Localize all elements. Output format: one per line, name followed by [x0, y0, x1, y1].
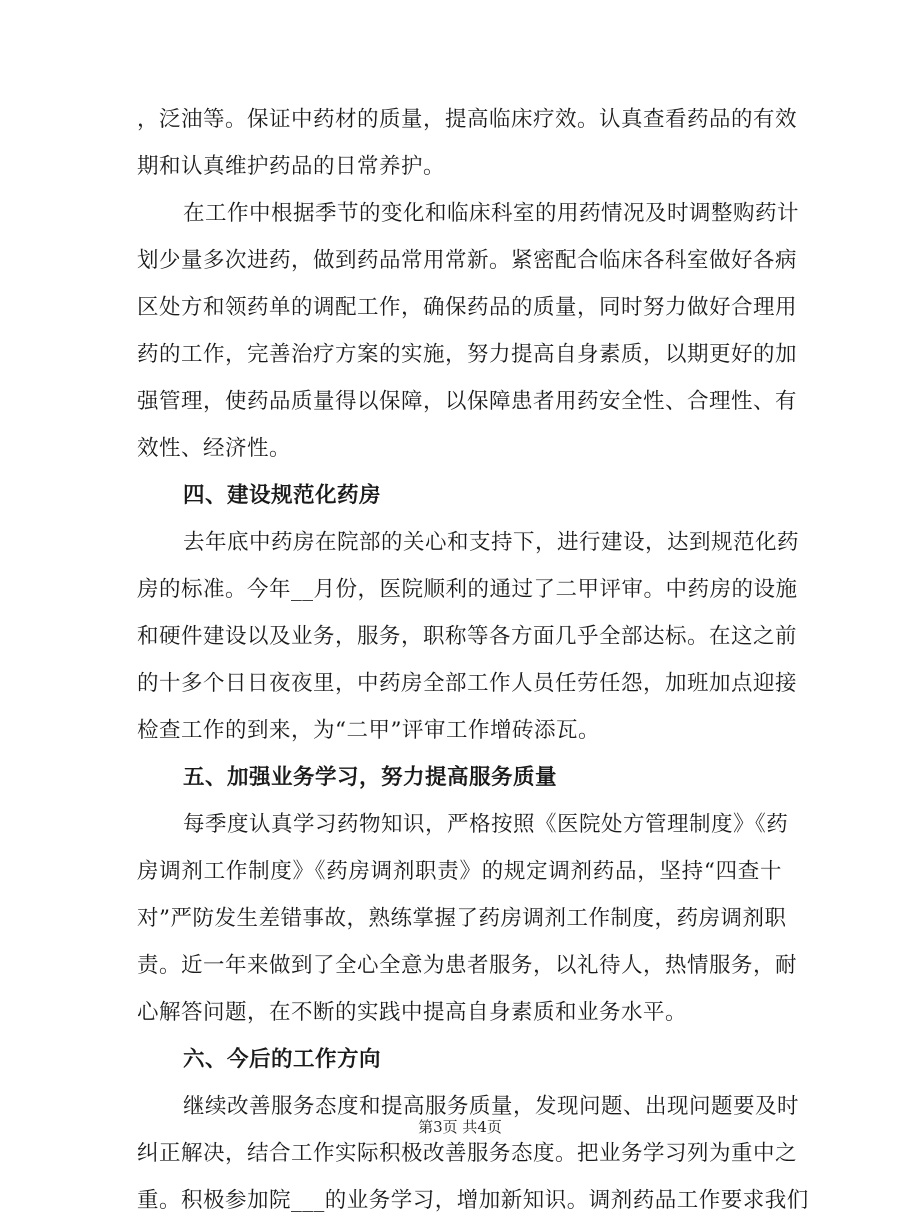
section-heading-4: 四、建设规范化药房: [183, 483, 382, 508]
text-line: 每季度认真学习药物知识，严格按照《医院处方管理制度》《药: [183, 812, 789, 837]
text-line: 纠正解决，结合工作实际积极改善服务态度。把业务学习列为重中之: [137, 1141, 798, 1166]
text-line: 的十多个日日夜夜里，中药房全部工作人员任劳任怨，加班加点迎接: [137, 671, 798, 696]
text-line: 对”严防发生差错事故，熟练掌握了药房调剂工作制度，药房调剂职: [137, 906, 787, 931]
text-line: 和硬件建设以及业务，服务，职称等各方面几乎全部达标。在这之前: [137, 624, 798, 649]
text-line: 重。积极参加院___的业务学习，增加新知识。调剂药品工作要求我们: [137, 1188, 809, 1213]
text-line: 检查工作的到来，为“二甲”评审工作增砖添瓦。: [137, 718, 600, 743]
text-line: 药的工作，完善治疗方案的实施，努力提高自身素质，以期更好的加: [137, 342, 798, 367]
text-line: 责。近一年来做到了全心全意为患者服务，以礼待人，热情服务，耐: [137, 953, 798, 978]
paragraph-5: [137, 1083, 809, 1224]
section-heading-6: 六、今后的工作方向: [183, 1047, 382, 1072]
paragraph-3: [137, 519, 800, 754]
text-line: 划少量多次进药，做到药品常用常新。紧密配合临床各科室做好各病: [137, 248, 798, 273]
text-line: ，泛油等。保证中药材的质量，提高临床疗效。认真查看药品的有效: [137, 107, 798, 132]
paragraph-2: [137, 190, 800, 472]
page-number-footer: 第3页 共4页: [418, 1118, 502, 1136]
text-line: 继续改善服务态度和提高服务质量，发现问题、出现问题要及时: [183, 1094, 800, 1119]
text-line: 房的标准。今年__月份，医院顺利的通过了二甲评审。中药房的设施: [137, 577, 798, 602]
text-line: 在工作中根据季节的变化和临床科室的用药情况及时调整购药计: [183, 201, 800, 226]
text-line: 去年底中药房在院部的关心和支持下，进行建设，达到规范化药: [183, 530, 800, 555]
text-line: 期和认真维护药品的日常养护。: [137, 154, 446, 179]
document-body: [137, 96, 809, 1224]
text-line: 心解答问题，在不断的实践中提高自身素质和业务水平。: [137, 1000, 688, 1025]
text-line: 效性、经济性。: [137, 436, 292, 461]
paragraph-1: [137, 96, 798, 190]
text-line: 房调剂工作制度》《药房调剂职责》的规定调剂药品，坚持“四查十: [137, 859, 782, 884]
text-line: 区处方和领药单的调配工作，确保药品的质量，同时努力做好合理用: [137, 295, 798, 320]
paragraph-4: [137, 801, 798, 1036]
text-line: 强管理，使药品质量得以保障，以保障患者用药安全性、合理性、有: [137, 389, 798, 414]
section-heading-5: 五、加强业务学习，努力提高服务质量: [183, 765, 558, 790]
